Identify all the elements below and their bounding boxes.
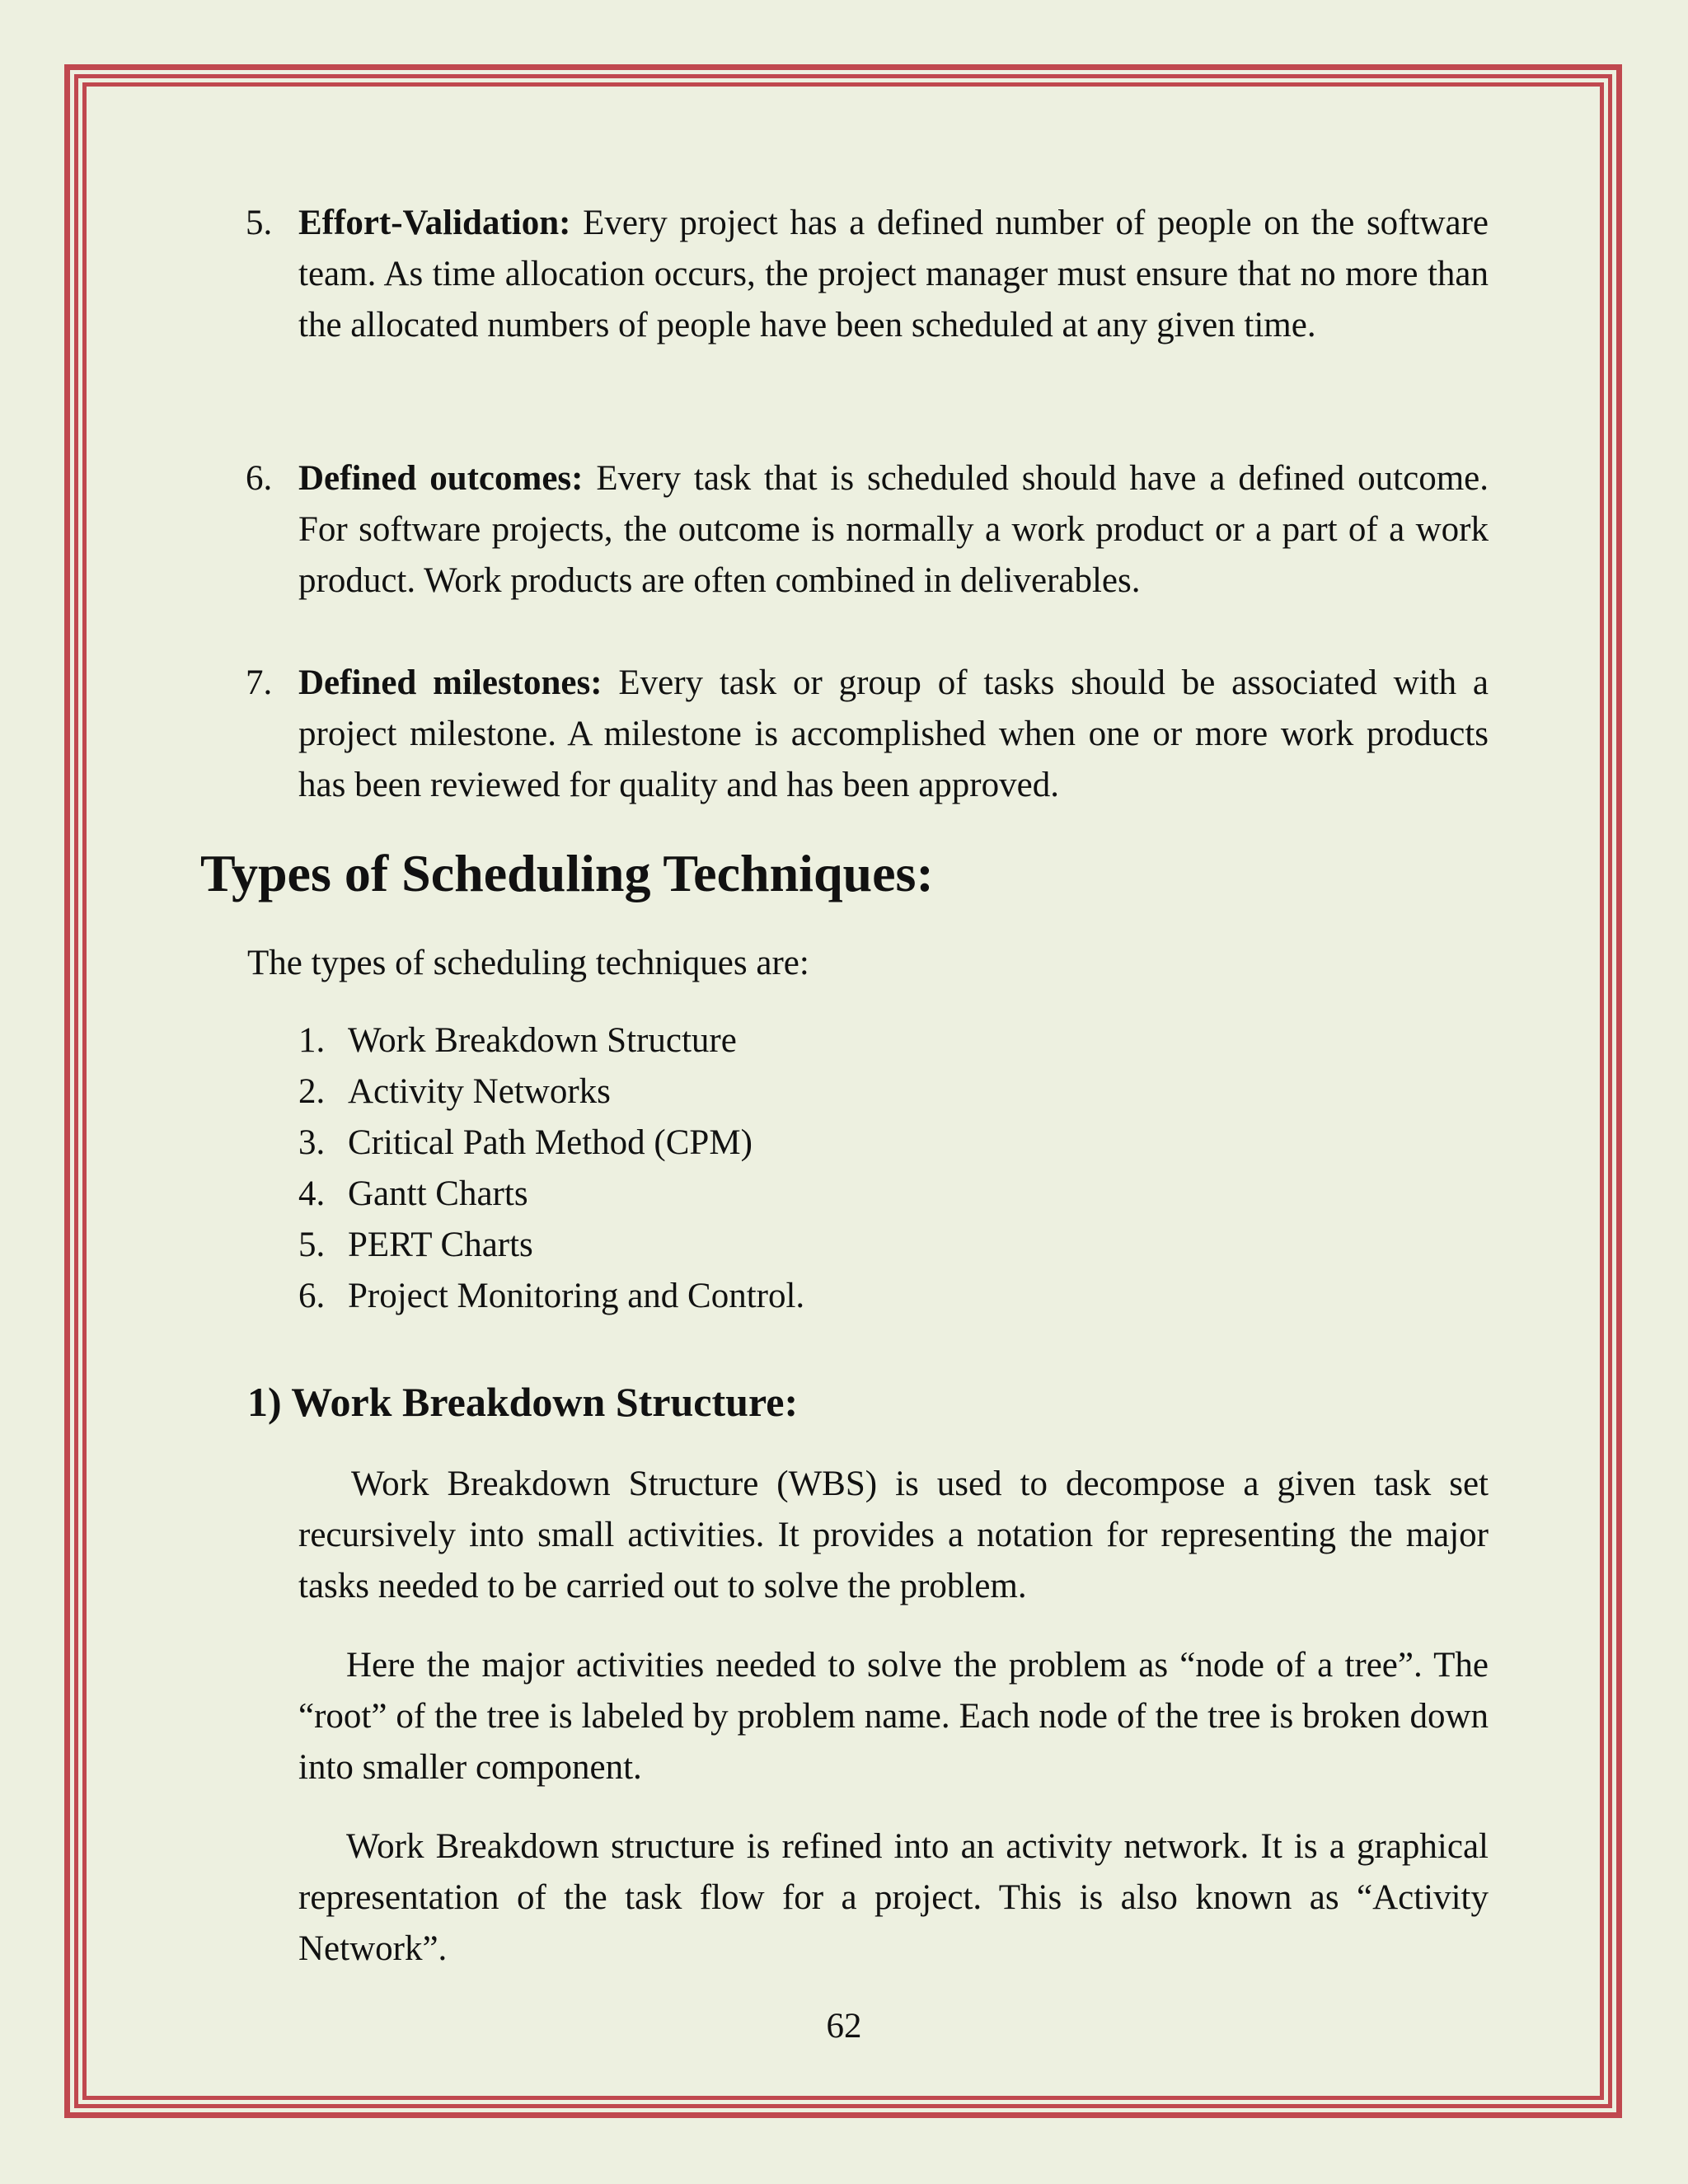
- list-item-label: Work Breakdown Structure: [348, 1021, 737, 1060]
- principle-item: [246, 198, 1489, 351]
- subsection-heading: 1) Work Breakdown Structure:: [247, 1379, 799, 1425]
- list-item-label: Critical Path Method (CPM): [348, 1123, 753, 1162]
- principle-description: Every project has a defined number of people on the software team. As time allocation occurs, the project manager must ensure that no more than the allocated numbers of people have been scheduled at any given time.: [298, 204, 1489, 344]
- principle-number: 6.: [246, 459, 273, 498]
- list-item-label: Activity Networks: [348, 1072, 611, 1111]
- list-item: [298, 1015, 804, 1066]
- list-item: [298, 1271, 804, 1322]
- principle-text: [298, 453, 1489, 607]
- list-item-number: 2.: [298, 1072, 326, 1111]
- principle-text: [298, 198, 1489, 351]
- principle-number: 7.: [246, 663, 273, 702]
- wbs-paragraph-2: Here the major activities needed to solve the problem as “node of a tree”. The “root” of the tree is labeled by problem name. Each node of the tree is broken down into smaller component.: [298, 1646, 1489, 1787]
- list-item-label: PERT Charts: [348, 1226, 533, 1264]
- principle-term: Defined outcomes:: [298, 459, 584, 498]
- list-item: [298, 1220, 804, 1271]
- principle-item: [246, 658, 1489, 811]
- principle-term: Defined milestones:: [298, 663, 603, 702]
- techniques-list: [298, 1015, 804, 1322]
- list-item-number: 6.: [298, 1277, 326, 1315]
- section-heading: Types of Scheduling Techniques:: [200, 844, 934, 902]
- list-item-label: Project Monitoring and Control.: [348, 1277, 805, 1315]
- list-item-number: 1.: [298, 1021, 326, 1060]
- principle-number: 5.: [246, 204, 273, 242]
- list-item-number: 4.: [298, 1174, 326, 1213]
- wbs-paragraph-1: Work Breakdown Structure (WBS) is used to decompose a given task set recursively into small activities. It provides a notation for representing the major tasks needed to be carried out to solve the problem.: [298, 1465, 1489, 1605]
- list-item-number: 5.: [298, 1226, 326, 1264]
- list-item-label: Gantt Charts: [348, 1174, 528, 1213]
- list-item-number: 3.: [298, 1123, 326, 1162]
- list-item: [298, 1169, 804, 1220]
- principle-description: Every task or group of tasks should be associated with a project milestone. A milestone is accomplished when one or more work products has been reviewed for quality and has been approved.: [298, 663, 1489, 804]
- principle-text: [298, 658, 1489, 811]
- principle-description: Every task that is scheduled should have a defined outcome. For software projects, the outcome is normally a work product or a part of a work product. Work products are often combined in deliverables.: [298, 459, 1489, 600]
- wbs-paragraph-3: Work Breakdown structure is refined into an activity network. It is a graphical representation of the task flow for a project. This is also known as “Activity Network”.: [298, 1827, 1489, 1968]
- list-item: [298, 1118, 804, 1169]
- section-intro: The types of scheduling techniques are:: [247, 944, 809, 982]
- principle-item: [246, 453, 1489, 607]
- page-number: 62: [826, 2007, 862, 2046]
- list-item: [298, 1066, 804, 1118]
- principle-term: Effort-Validation:: [298, 204, 571, 242]
